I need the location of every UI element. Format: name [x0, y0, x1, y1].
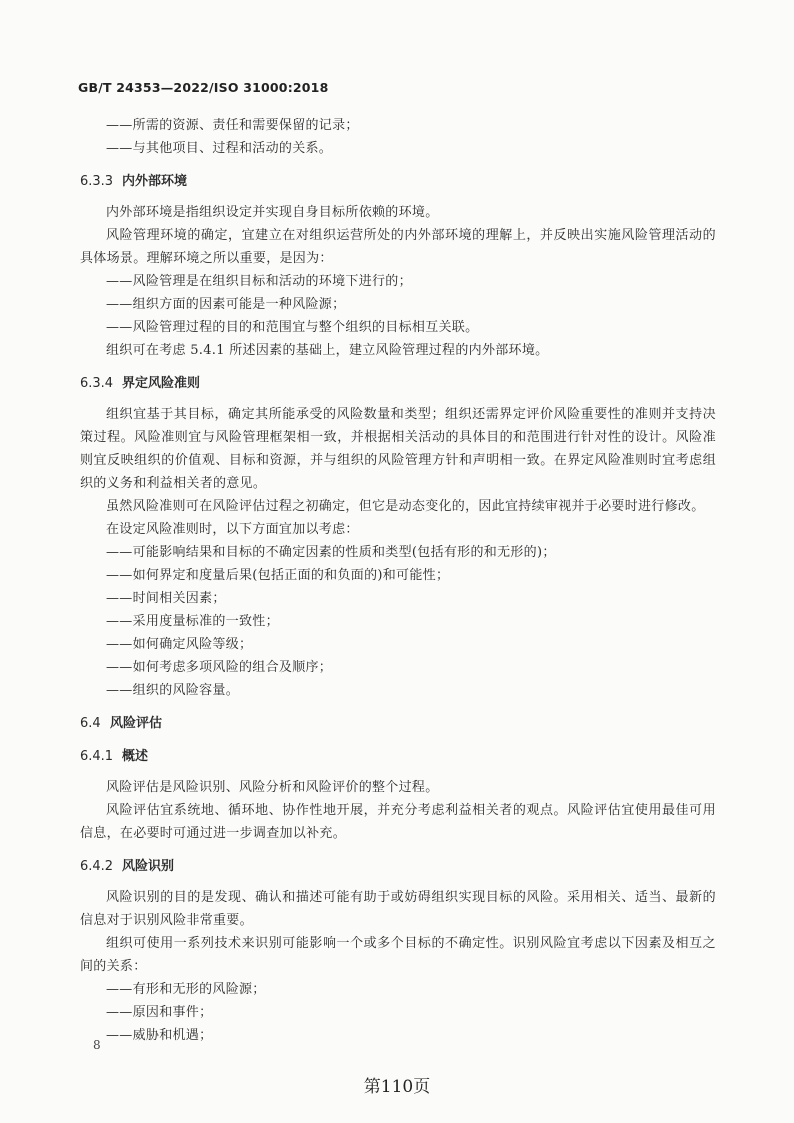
- section-heading: [80, 170, 716, 193]
- section-title: 概述: [122, 749, 149, 764]
- section-number: 6.4.2: [80, 859, 114, 874]
- paragraph: 内外部环境是指组织设定并实现自身目标所依赖的环境。: [106, 205, 439, 220]
- paragraph: 组织可在考虑 5.4.1 所述因素的基础上，建立风险管理过程的内外部环境。: [106, 343, 549, 358]
- paragraph: 风险管理环境的确定，宜建立在对组织运营所处的内外部环境的理解上，并反映出实施风险管理活动的具体场景。理解环境之所以重要，是因为：: [80, 228, 716, 266]
- body-text: [80, 114, 716, 1047]
- list-item: ——组织方面的因素可能是一种风险源；: [106, 297, 346, 312]
- section-heading: [80, 372, 716, 395]
- paragraph: 组织可使用一系列技术来识别可能影响一个或多个目标的不确定性。识别风险宜考虑以下因素及相互之间的关系：: [80, 936, 716, 974]
- list-item: ——如何界定和度量后果(包括正面的和负面的)和可能性；: [106, 568, 450, 583]
- list-item: ——原因和事件；: [106, 1005, 213, 1020]
- list-item: ——采用度量标准的一致性；: [106, 614, 279, 629]
- section-number: 6.3.4: [80, 376, 114, 391]
- section-heading: [80, 712, 716, 735]
- list-item: ——与其他项目、过程和活动的关系。: [106, 141, 333, 156]
- paragraph: 风险识别的目的是发现、确认和描述可能有助于或妨碍组织实现目标的风险。采用相关、适当、最新的信息对于识别风险非常重要。: [80, 890, 716, 928]
- list-item: ——风险管理是在组织目标和活动的环境下进行的；: [106, 274, 412, 289]
- paragraph: 在设定风险准则时，以下方面宜加以考虑：: [106, 522, 359, 537]
- section-title: 内外部环境: [122, 174, 188, 189]
- list-item: ——风险管理过程的目的和范围宜与整个组织的目标相互关联。: [106, 320, 479, 335]
- paragraph: 虽然风险准则可在风险评估过程之初确定，但它是动态变化的，因此宜持续审视并于必要时进行修改。: [106, 499, 705, 514]
- section-number: 6.4.1: [80, 749, 114, 764]
- list-item: ——有形和无形的风险源；: [106, 982, 266, 997]
- list-item: ——如何考虑多项风险的组合及顺序；: [106, 660, 333, 675]
- list-item: ——时间相关因素；: [106, 591, 226, 606]
- section-heading: [80, 745, 716, 768]
- paragraph: 风险评估是风险识别、风险分析和风险评价的整个过程。: [106, 780, 439, 795]
- list-item: ——组织的风险容量。: [106, 683, 239, 698]
- section-number: 6.3.3: [80, 174, 114, 189]
- section-title: 界定风险准则: [122, 376, 201, 391]
- section-heading: [80, 855, 716, 878]
- list-item: ——可能影响结果和目标的不确定因素的性质和类型(包括有形的和无形的)；: [106, 545, 556, 560]
- paragraph: 风险评估宜系统地、循环地、协作性地开展，并充分考虑利益相关者的观点。风险评估宜使用最佳可用信息，在必要时可通过进一步调查加以补充。: [80, 803, 716, 841]
- list-item: ——如何确定风险等级；: [106, 637, 253, 652]
- list-item: ——威胁和机遇；: [106, 1028, 213, 1043]
- page-footer: 第110页: [363, 1077, 431, 1097]
- list-item: ——所需的资源、责任和需要保留的记录；: [106, 118, 359, 133]
- section-number: 6.4: [80, 716, 101, 731]
- section-title: 风险识别: [122, 859, 175, 874]
- section-title: 风险评估: [110, 716, 163, 731]
- page-number: 8: [93, 1038, 101, 1052]
- paragraph: 组织宜基于其目标，确定其所能承受的风险数量和类型；组织还需界定评价风险重要性的准则并支持决策过程。风险准则宜与风险管理框架相一致，并根据相关活动的具体目的和范围进行针对性的设计。风险准则宜反映组织的价值观、目标和资源，并与组织的风险管理方针和声明相一致。在界定风险准则时宜考虑组织的义务和利益相关者的意见。: [80, 407, 716, 491]
- standard-header: GB/T 24353—2022/ISO 31000:2018: [78, 80, 329, 95]
